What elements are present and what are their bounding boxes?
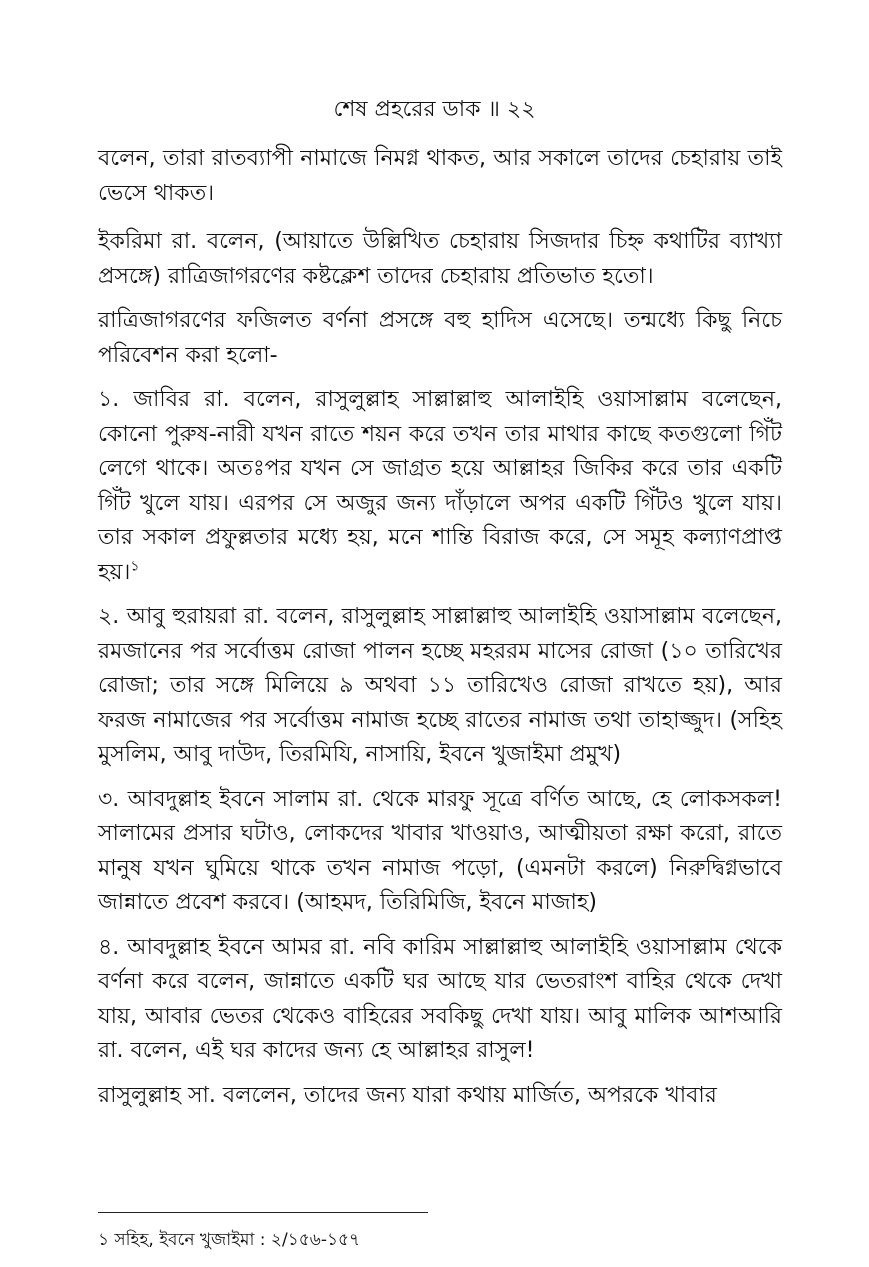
footnote: ১ সহিহ, ইবনে খুজাইমা : ২/১৫৬-১৫৭ xyxy=(98,1230,361,1250)
paragraph-hadith-2: ২. আবু হুরায়রা রা. বলেন, রাসুলুল্লাহ সাল্লাল্লাহু আলাইহি ওয়াসাল্লাম বলেছেন, রমজানের পর সর্বোত্তম রোজা পালন হচ্ছে মহররম মাসের রোজা (১০ তারিখের রোজা; তার সঙ্গে মিলিয়ে ৯ অথবা ১১ তারিখেও রোজা রাখতে হয়), আর ফরজ নামাজের পর সর্বোত্তম নামাজ হচ্ছে রাতের নামাজ তথা তাহাজ্জুদ। (সহিহ মুসলিম, আবু দাউদ, তিরমিযি, নাসায়ি, ইবনে খুজাইমা প্রমুখ) xyxy=(98,604,782,767)
page-body xyxy=(98,142,782,1123)
paragraph-2: ইকরিমা রা. বলেন, (আয়াতে উল্লিখিত চেহারায় সিজদার চিহ্ন কথাটির ব্যাখ্যা প্রসঙ্গে) রাত্রিজাগরণের কষ্টক্লেশ তাদের চেহারায় প্রতিভাত হতো। xyxy=(98,229,782,289)
footnote-reference[interactable]: ১ xyxy=(130,558,140,575)
paragraph-hadith-1 xyxy=(98,383,782,590)
paragraph-1: বলেন, তারা রাতব্যাপী নামাজে নিমগ্ন থাকত, আর সকালে তাদের চেহারায় তাই ভেসে থাকত। xyxy=(98,146,782,206)
paragraph-hadith-4: ৪. আবদুল্লাহ ইবনে আমর রা. নবি কারিম সাল্লাল্লাহু আলাইহি ওয়াসাল্লাম থেকে বর্ণনা করে বলেন, জান্নাতে একটি ঘর আছে যার ভেতরাংশ বাহির থেকে দেখা যায়, আবার ভেতর থেকেও বাহিরের সবকিছু দেখা যায়। আবু মালিক আশআরি রা. বলেন, এই ঘর কাদের জন্য হে আল্লাহর রাসুল! xyxy=(98,934,782,1063)
footnote-divider xyxy=(98,1212,428,1213)
paragraph-continued: রাসুলুল্লাহ সা. বললেন, তাদের জন্য যারা কথায় মার্জিত, অপরকে খাবার xyxy=(98,1082,717,1108)
paragraph-3: রাত্রিজাগরণের ফজিলত বর্ণনা প্রসঙ্গে বহু হাদিস এসেছে। তন্মধ্যে কিছু নিচে পরিবেশন করা হলো- xyxy=(98,308,782,368)
paragraph-hadith-3: ৩. আবদুল্লাহ ইবনে সালাম রা. থেকে মারফু সূত্রে বর্ণিত আছে, হে লোকসকল! সালামের প্রসার ঘটাও, লোকদের খাবার খাওয়াও, আত্মীয়তা রক্ষা করো, রাতে মানুষ যখন ঘুমিয়ে থাকে তখন নামাজ পড়ো, (এমনটা করলে) নিরুদ্বিগ্নভাবে জান্নাতে প্রবেশ করবে। (আহমদ, তিরিমিজি, ইবনে মাজাহ) xyxy=(98,786,782,915)
running-header: শেষ প্রহরের ডাক ॥ ২২ xyxy=(333,97,536,122)
hadith-1-text: ১. জাবির রা. বলেন, রাসুলুল্লাহ সাল্লাল্লাহু আলাইহি ওয়াসাল্লাম বলেছেন, কোনো পুরুষ-নারী যখন রাতে শয়ন করে তখন তার মাথার কাছে কতগুলো গিঁট লেগে থাকে। অতঃপর যখন সে জাগ্রত হয়ে আল্লাহর জিকির করে তার একটি গিঁট খুলে যায়। এরপর সে অজুর জন্য দাঁড়ালে অপর একটি গিঁটও খুলে যায়। তার সকাল প্রফুল্লতার মধ্যে হয়, মনে শান্তি বিরাজ করে, সে সমূহ কল্যাণপ্রাপ্ত হয়। xyxy=(98,387,782,585)
